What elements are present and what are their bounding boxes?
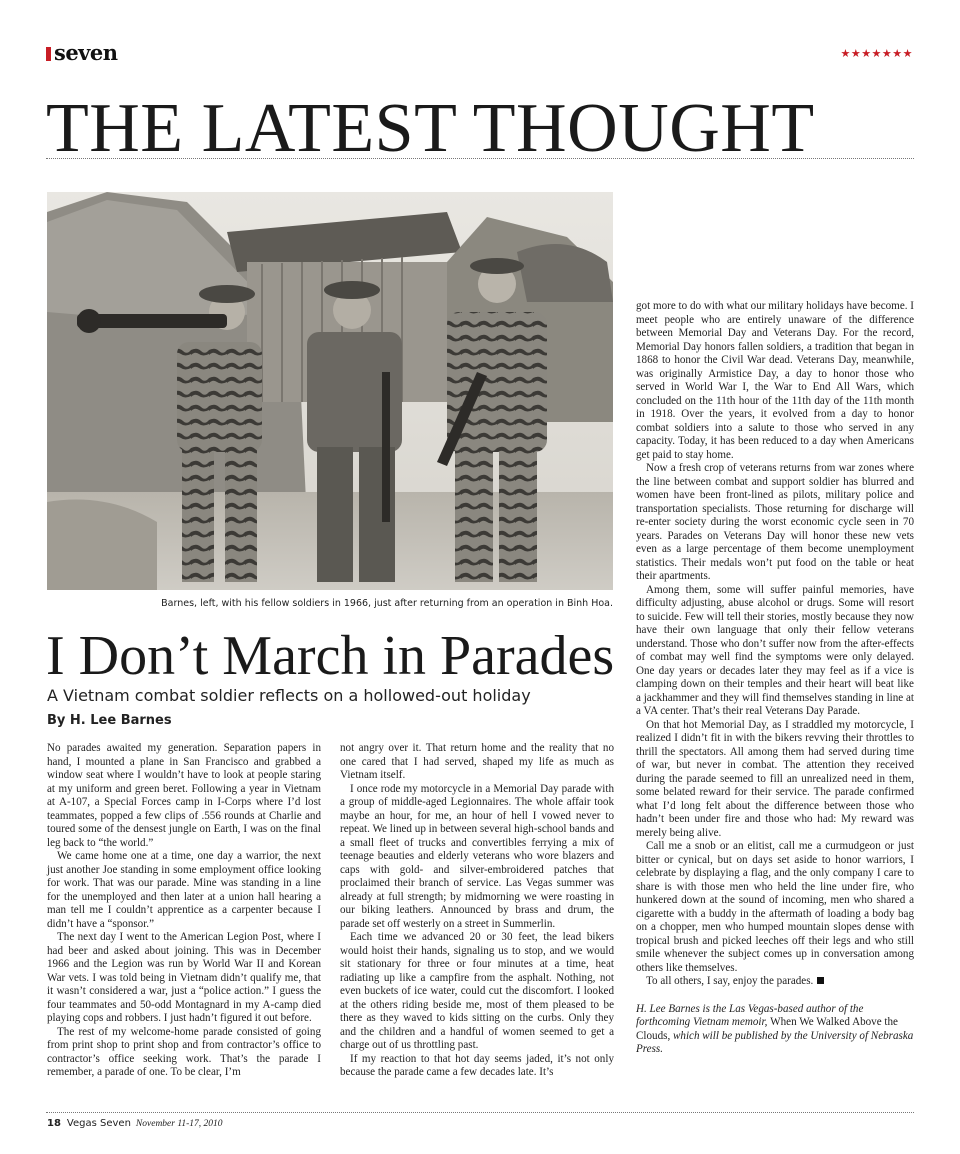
paragraph: got more to do with what our military holidays have become. I meet people who are entirely unaware of the difference between Memorial Day and Veterans Day. For the record, Memorial Day honors fallen soldiers, a tradition that began in 1868 to honor the Civil War dead. Veterans Day, meanwhile, was originally Armistice Day, a day to honor those who served in World War I, the War to End All Wars, which concluded on the 11th hour of the 11th day of the 11th month in 1918. Over the years, it evolved from a day to honor combat soldiers into a salute to those who served in any capacity. Today, it has been reduced to a day when Americans get paid to stay home. bbox=[636, 300, 914, 461]
paragraph: The next day I went to the American Legion Post, where I had beer and asked about joining. This was in December 1966 and the Legion was run by World War II and Korean War vets. I was told being in Vietnam didn’t qualify me, that it wasn’t considered a war, just a “police action.” I guess the four teammates and 50-odd Montagnard in my A-camp died playing cops and robbers. I just hadn’t figured it out before. bbox=[47, 931, 321, 1024]
article-headline: I Don’t March in Parades bbox=[46, 625, 615, 687]
photo-caption: Barnes, left, with his fellow soldiers in 1966, just after returning from an operation in Binh Hoa. bbox=[161, 598, 613, 609]
paragraph: I once rode my motorcycle in a Memorial Day parade with a group of middle-aged Legionnaires. The whole affair took maybe an hour, for me, an hour of hell I vowed never to repeat. We lined up in between several high-school bands and a small fleet of trucks and convertibles ferrying a mix of teenage beauties and elderly veterans who wore blazers and caps with gold- and silver-embroidered patches that proclaimed their branch of service. Las Vegas summer was already at full strength; by midmorning we were roasting in our biking leathers. Announced by brass and drum, the parade set off westerly on a street in Summerlin. bbox=[340, 782, 614, 930]
soldiers-photo-illustration bbox=[47, 192, 613, 590]
article-column-2 bbox=[340, 742, 614, 1080]
article-column-1 bbox=[47, 742, 321, 1080]
publication-name: Vegas Seven bbox=[66, 1118, 131, 1129]
paragraph: If my reaction to that hot day seems jaded, it’s not only because the parade came a few decades late. It’s bbox=[340, 1052, 614, 1078]
article-photo bbox=[47, 192, 613, 590]
paragraph: Each time we advanced 20 or 30 feet, the lead bikers would hoist their hands, signaling us to stop, and we would sit stationary for three or four minutes at a time, heat radiating up like a campfire from the asphalt. Nothing, not even buckets of ice water, could cut the discomfort. I looked at the others riding beside me, most of them pleased to be there as they waved to kids sitting on the curbs. Only they and the children and a handful of women seemed to get a charge out of us throttling past. bbox=[340, 931, 614, 1051]
page-footer bbox=[47, 1118, 223, 1130]
section-divider bbox=[46, 158, 914, 159]
bio-part-3: which will be published by the University of Nebraska Press. bbox=[636, 1029, 914, 1055]
publication-logo bbox=[46, 40, 118, 65]
section-title: THE LATEST THOUGHT bbox=[46, 90, 815, 167]
article-byline: By H. Lee Barnes bbox=[47, 713, 172, 728]
paragraph: Call me a snob or an elitist, call me a curmudgeon or just bitter or cynical, but on days set aside to honor warriors, I celebrate by displaying a flag, and the only company I care to share is with those men who held the line under fire, who hunkered down at the sound of incoming, men who shared a cigarette with a buddy in the aftermath of loading a body bag on a chopper, men who humped mountain slopes dense with tropical brush and picked leeches off their legs and who still smile whenever the subject comes up in conversation among others like themselves. bbox=[636, 840, 914, 974]
closing-sentence: To all others, I say, enjoy the parades. bbox=[646, 975, 814, 987]
paragraph: Among them, some will suffer painful memories, have difficulty adjusting, abuse alcohol or drugs. Some will resort to suicide. Few will tell their stories, mostly because they now have their own language that only their fellow veterans understand. Those who don’t suffer now from the after-effects of combat may well find the symptoms were only delayed. One day years or decades later they may feel as if a vice is clamping down on their temples and their heart will beat like a jackhammer and they will find themselves standing in line at a VA center. That’s their real Veterans Day Parade. bbox=[636, 583, 914, 717]
paragraph: No parades awaited my generation. Separation papers in hand, I mounted a plane in San Francisco and grabbed a window seat where I wouldn’t have to look at people staring at my uniform and green beret. Following a year in Vietnam at A-107, a Special Forces camp in I-Corps where I’d lost teammates, popped a few clips of .556 rounds at Charlie and toured some of the densest jungle on Earth, I was on the final leg back to “the world.” bbox=[47, 742, 321, 849]
end-mark-icon bbox=[817, 977, 824, 984]
paragraph: We came home one at a time, one day a warrior, the next just another Joe standing in some employment office looking for work. That was our parade. Mine was standing in a line for the unemployed and then later at a union hall hearing a man tell me I couldn’t apprentice as a carpenter because I didn’t have a “sponsor.” bbox=[47, 850, 321, 930]
article-column-3 bbox=[636, 300, 914, 1057]
article-subhead: A Vietnam combat soldier reflects on a hollowed-out holiday bbox=[47, 686, 531, 705]
paragraph: On that hot Memorial Day, as I straddled my motorcycle, I realized I didn’t fit in with the bikers revving their throttles to thrill the spectators. All among them had served during time of war, but never in combat. The attention they received during the parade seemed to fill an unrealized need in them, some belated reward for their service. The parade confirmed what I’d long felt about the difference between those who hadn’t been under fire and those who had: My reward was merely being alive. bbox=[636, 718, 914, 839]
star-row: ★★★★★★★ bbox=[840, 48, 913, 60]
author-bio bbox=[636, 1003, 914, 1057]
paragraph: not angry over it. That return home and the reality that no one cared that I had served, shaped my life as much as Vietnam itself. bbox=[340, 742, 614, 781]
bio-part-1: H. Lee Barnes is the Las Vegas-based author of the forthcoming Vietnam memoir, bbox=[636, 1002, 864, 1028]
paragraph-final bbox=[636, 975, 914, 989]
logo-red-bar bbox=[46, 47, 51, 61]
footer-divider bbox=[46, 1112, 914, 1113]
paragraph: The rest of my welcome-home parade consisted of going from print shop to print shop and from contractor’s office to contractor’s office seeking work. That’s the parade I remember, a parade of one. To be clear, I’m bbox=[47, 1025, 321, 1078]
logo-text: seven bbox=[54, 40, 118, 65]
issue-date: November 11-17, 2010 bbox=[135, 1119, 223, 1129]
paragraph: Now a fresh crop of veterans returns from war zones where the line between combat and support soldier has blurred and women have been front-lined as pilots, military police and transportation specialists. Those returning for discharge will re-enter society during the worst economic cycle seen in 70 years. Parades on Veterans Day will honor these new vets even as a large percentage of them become unemployment statistics. Their medals won’t put food on the table or heat their apartments. bbox=[636, 462, 914, 582]
bio-book-title: When We Walked Above the Clouds, bbox=[636, 1016, 898, 1042]
page-number: 18 bbox=[47, 1118, 61, 1129]
